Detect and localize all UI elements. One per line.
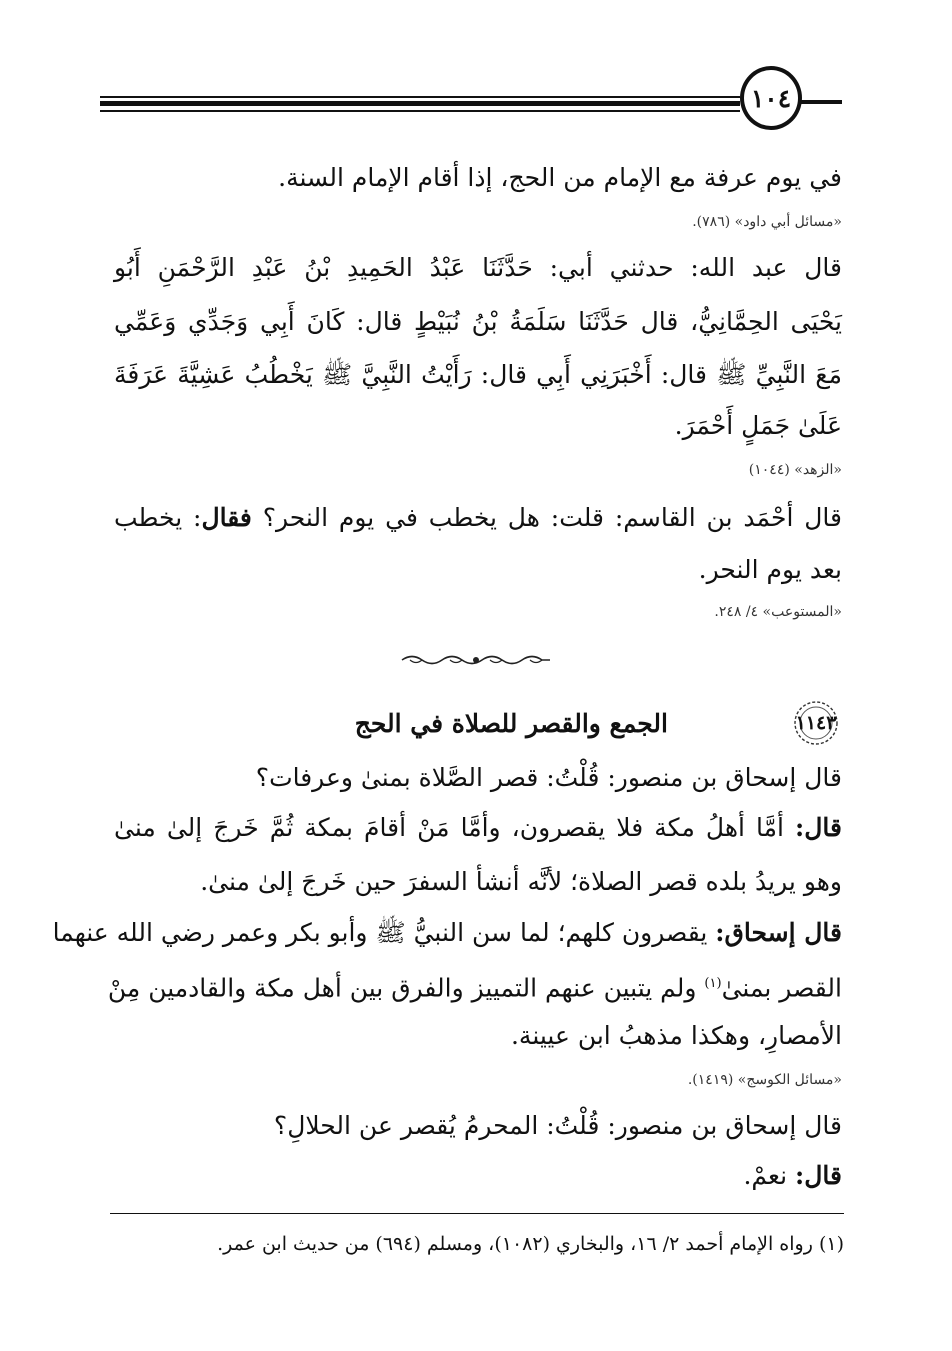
text-segment: نعمْ. (743, 1161, 796, 1190)
text-segment: أمَّا أهلُ مكة فلا يقصرون، وأمَّا مَنْ أقامَ بمكة ثُمَّ خَرجَ إلىٰ منىٰ (114, 813, 796, 842)
section-number-badge (788, 700, 844, 746)
text-segment: : يخطب (114, 503, 202, 532)
text-line: مَعَ النَّبِيِّ ﷺ قال: أَخْبَرَنِي أَبِي قال: رَأَيْتُ النَّبِيَّ ﷺ يَخْطُبُ عَشِيَّةَ عَرَفَةَ (114, 360, 842, 389)
ornament-divider-icon (400, 652, 552, 668)
text-line: بعد يوم النحر. (698, 555, 842, 584)
text-line: عَلَىٰ جَمَلٍ أَحْمَرَ. (674, 411, 842, 440)
header-rule (100, 96, 740, 98)
page-header (100, 62, 842, 142)
source-citation: «مسائل أبي داود» (٧٨٦). (692, 214, 842, 230)
source-citation: «المستوعب» ٤/ ٢٤٨. (714, 604, 842, 620)
text-line: في يوم عرفة مع الإمام من الحج، إذا أقام الإمام السنة. (278, 163, 842, 192)
header-rule-tail (800, 100, 842, 104)
text-segment: القصر بمنىٰ (721, 973, 842, 1003)
footnote-text: رواه الإمام أحمد ٢/ ١٦، والبخاري (١٠٨٢)، ومسلم (٦٩٤) من حديث ابن عمر. (217, 1233, 819, 1255)
bold-label: قال: (795, 813, 842, 842)
text-segment: يقصرون كلهم؛ لما سن النبيُّ ﷺ وأبو بكر وعمر رضي الله عنهما (52, 918, 716, 947)
text-line (107, 966, 842, 1006)
footnote-ref[interactable]: (١) (704, 976, 722, 991)
text-line: قال إسحاق بن منصور: قُلْتُ: المحرمُ يُقصر عن الحلالِ؟ (273, 1111, 842, 1140)
text-line (114, 500, 842, 536)
text-line: قال إسحاق بن منصور: قُلْتُ: قصر الصَّلاة بمنىٰ وعرفات؟ (255, 763, 842, 792)
text-line: يَحْيَى الحِمَّانِيُّ، قال حَدَّثَنَا سَلَمَةُ بْنُ نُبَيْطٍ قال: كَانَ أَبِي وَجَدِّي وَعَمِّي (114, 307, 842, 336)
footnote-divider (110, 1213, 844, 1214)
text-segment: ولم يتبين عنهم التمييز والفرق بين أهل مكة والقادمين مِنْ (107, 973, 705, 1003)
text-line (114, 810, 842, 846)
source-citation: «الزهد» (١٠٤٤) (748, 462, 842, 478)
source-citation: «مسائل الكوسج» (١٤١٩). (687, 1072, 842, 1088)
text-line (52, 915, 842, 951)
text-line: وهو يريدُ بلده قصر الصلاة؛ لأنَّه أنشأ السفرَ حين خَرجَ إلىٰ منىٰ. (200, 867, 842, 896)
section-title: الجمع والقصر للصلاة في الحج (354, 708, 668, 738)
section-heading (355, 700, 844, 746)
text-line: الأمصارِ، وهكذا مذهبُ ابن عيينة. (510, 1021, 842, 1050)
page-number: ١٠٤ (740, 66, 802, 130)
footnote (217, 1233, 844, 1255)
text-segment: قال أحْمَد بن القاسم: قلت: هل يخطب في يوم النحر؟ (251, 503, 842, 532)
section-number: ١١٤٣ (795, 712, 837, 734)
footnote-marker: (١) (818, 1233, 844, 1255)
text-line: قال عبد الله: حدثني أبي: حَدَّثَنَا عَبْدُ الحَمِيدِ بْنُ عَبْدِ الرَّحْمَنِ أَبُو (114, 253, 842, 282)
bold-label: فقال (201, 503, 252, 532)
bold-label: قال: (795, 1161, 842, 1190)
header-rule (100, 110, 740, 112)
text-line (743, 1158, 842, 1194)
bold-label: قال إسحاق: (715, 918, 842, 947)
header-rule (100, 101, 740, 106)
